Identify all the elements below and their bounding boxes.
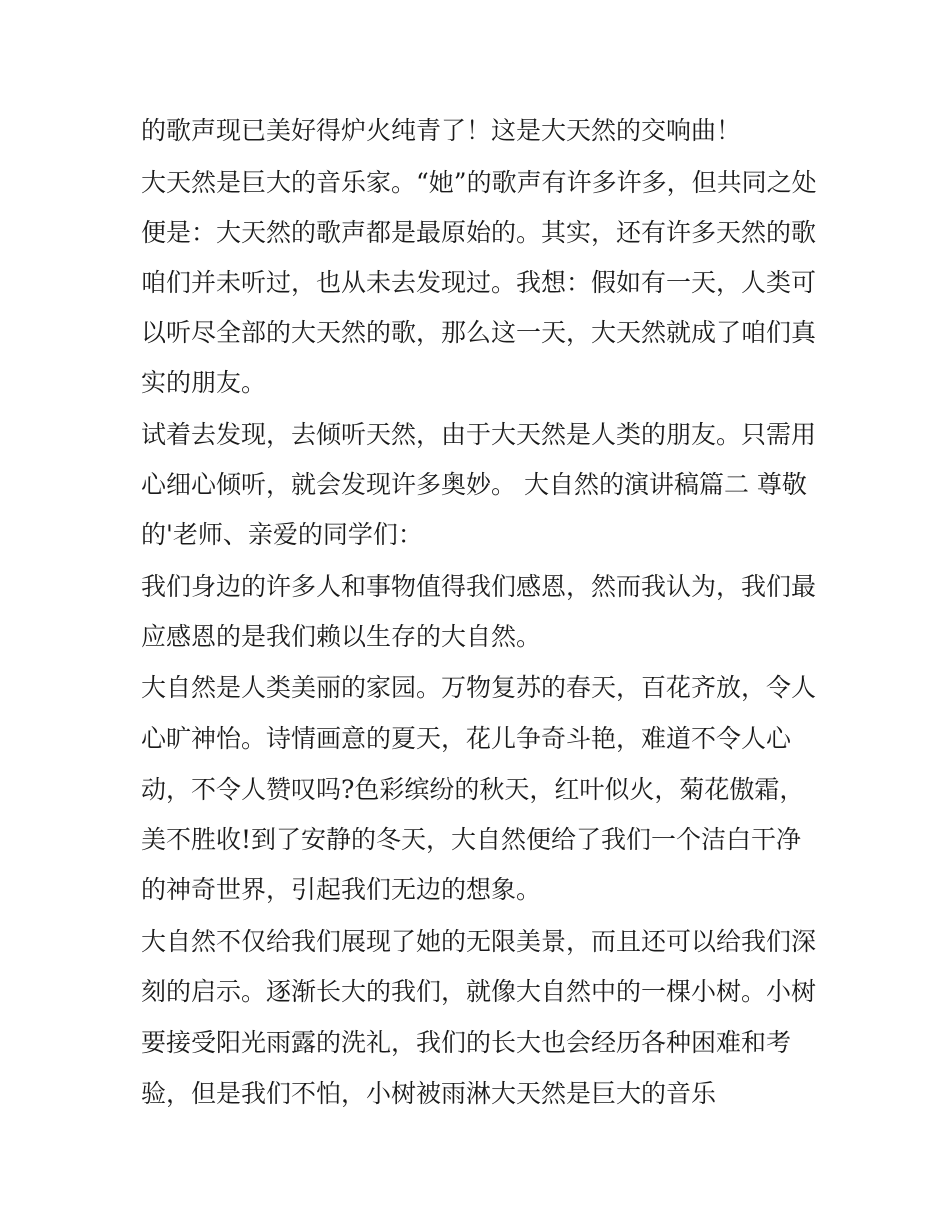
text-line: 要接受阳光雨露的洗礼，我们的长大也会经历各种困难和考 [141,1028,792,1057]
text-line: 试着去发现，去倾听天然，由于大天然是人类的朋友。只需用 [141,420,817,449]
text-line: 刻的启示。逐渐长大的我们，就像大自然中的一棵小树。小树 [141,977,817,1006]
text-line: 实的朋友。 [141,368,267,397]
text-line: 大自然不仅给我们展现了她的无限美景，而且还可以给我们深 [141,927,817,956]
text-line: 以听尽全部的大天然的歌，那么这一天，大天然就成了咱们真 [141,318,817,347]
text-line: 大天然是巨大的音乐家。“她”的歌声有许多许多，但共同之处 [141,168,817,197]
text-line: 的'老师、亲爱的同学们： [141,520,423,549]
text-line: 美不胜收!到了安静的冬天，大自然便给了我们一个洁白干净 [141,825,802,854]
text-line: 应感恩的是我们赖以生存的大自然。 [141,622,542,651]
text-line: 的神奇世界，引起我们无边的想象。 [141,875,542,904]
text-line: 咱们并未听过，也从未去发现过。我想：假如有一天，人类可 [141,268,817,297]
text-line: 大自然是人类美丽的家园。万物复苏的春天，百花齐放，令人 [141,673,817,702]
text-line: 便是：大天然的歌声都是最原始的。其实，还有许多天然的歌 [141,218,817,247]
text-line: 验，但是我们不怕，小树被雨淋大天然是巨大的音乐 [141,1079,717,1108]
text-line: 心旷神怡。诗情画意的夏天，花儿争奇斗艳，难道不令人心 [141,724,792,753]
text-line: 我们身边的许多人和事物值得我们感恩，然而我认为，我们最 [141,572,817,601]
text-line: 的歌声现已美好得炉火纯青了！这是大天然的交响曲！ [141,116,742,145]
text-line: 心细心倾听，就会发现许多奥妙。 大自然的演讲稿篇二 尊敬 [141,470,807,499]
text-line: 动，不令人赞叹吗?色彩缤纷的秋天，红叶似火，菊花傲霜， [141,775,805,804]
